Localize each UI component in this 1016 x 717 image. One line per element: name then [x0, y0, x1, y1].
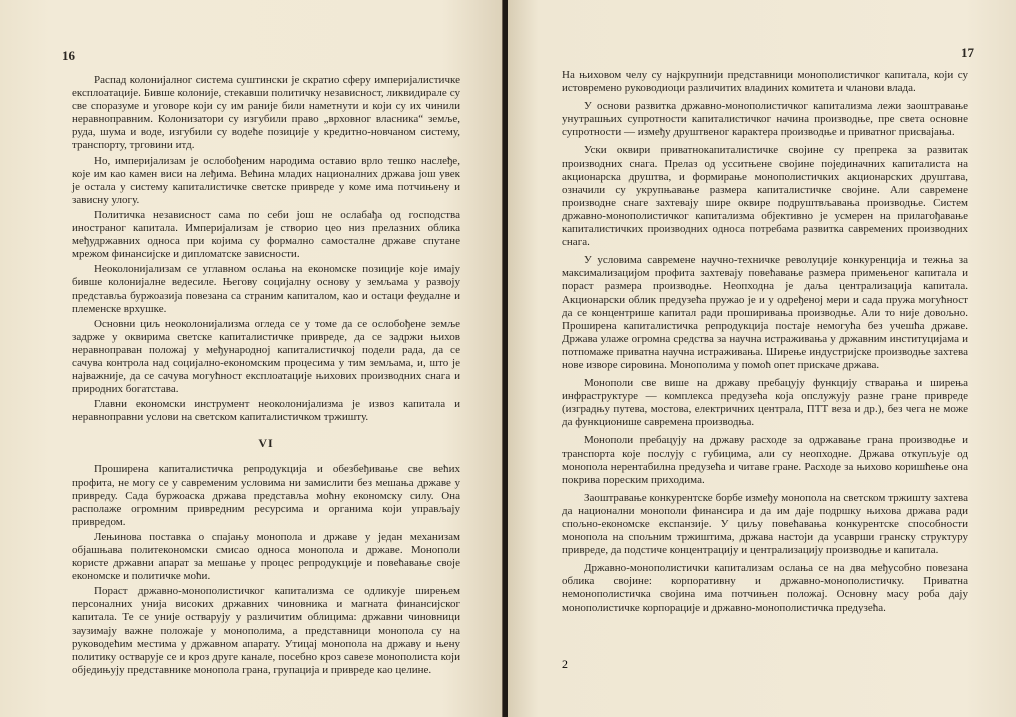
paragraph: На њиховом челу су најкрупнији представници монополистичког капитала, који су истовремено руководиоци различитих владиних комитета и чланови влада. [562, 69, 968, 95]
paragraph: Заоштравање конкурентске борбе између монопола на светском тржишту захтева да национални монополи финансира и да им даје подршку њихова држава ради спољно-економске експанзије. У циљу повећавања конкурентске способности монопола на спољним тржиштима, држава настоји да усаврши гранску структуру привреде, да подстиче концентрацију и централизацију производње и капитала. [562, 491, 968, 557]
paragraph: Уски оквири приватнокапиталистичке својине су препрека за развитак производних снага. Прелаз од усситњене својине појединачних капиталиста на акционарска друштва, и формирање монополистичких акционарских друштава, означили су укрупњавање размера капиталистичке својине. Али савремене производне снаге захтевају шире оквире подруштвљавања производње. Систем државно-монополистичког капитализма објективно је усмерен на прилагођавање капиталистичких производних односа потребама развитка савремених производних снага. [562, 144, 968, 249]
paragraph: Проширена капиталистичка репродукција и обезбеђивање све већих профита, не могу се у савременим условима ни замислити без мешања државе у привреду. Сада буржоаска држава представља моћну економску силу. Она располаже огромним привредним ресурсима и органима који управљају привредом. [72, 463, 460, 528]
paragraph: Монополи све више на државу пребацују функцију стварања и ширења инфраструктуре — комплекса предузећа која опслужују разне гране привреде (изградњу путева, мостова, електричних централа, ПТТ веза и др.), без чега не може да функционише савремена производња. [562, 377, 968, 429]
left-paragraphs-after [72, 463, 460, 677]
page-number-left: 16 [62, 48, 75, 63]
section-heading: VI [258, 436, 274, 451]
paragraph: Државно-монополистички капитализам ослања се на два међусобно повезана облика својине: корпоративну и државно-монополистичку. Приватна немонополистичка својина има потчињен положај. Основну масу роба дају монополистичке корпорације и државно-монополистичка предузећа. [562, 562, 968, 614]
right-page [508, 0, 1016, 717]
footer-mark: 2 [562, 657, 568, 671]
paragraph: Но, империјализам је ослобођеним народима оставио врло тешко наслеђе, које им као камен виси на леђима. Већина младих националних држава још увек је остала у систему капиталистичке светске привреде у коме има потчињену и зависну улогу. [72, 154, 460, 206]
paragraph: Монополи пребацују на државу расходе за одржавање грана производње и транспорта које послују с губицима, али су неопходне. Држава откупљује од монопола нерентабилна предузећа и читаве гране. Расходе за њихово коришћење она покрива пореским приходима. [562, 434, 968, 486]
paragraph: У основи развитка државно-монополистичког капитализма лежи заоштравање унутрашњих супротности капиталистичког начина производње, пре света основне супротности — између друштвеног карактера производње и приватног присвајања. [562, 100, 968, 139]
paragraph: Неоколонијализам се углавном ослања на економске позиције које имају бивше колонијалне ведесиле. Његову социјалну основу у земљама у развоју представља буржоазија повезана са страним капиталом, као и остаци феудалне и племенске врхушке. [72, 263, 460, 315]
paragraph: Лењинова поставка о спајању монопола и државе у један механизам објашњава политекономски смисао односа монопола и државе. Монополи користе државни апарат за мешање у процес репродукције и повећавање своје економске и политичке моћи. [72, 530, 460, 583]
paragraph: У условима савремене научно-техничке револуције конкуренција и тежња за максимализацијом профита захтевају повећавање размера примењеног капитала и пораст размера производње. Неопходна је даља централизација капитала. Акционарски облик предузећа пружао је и у одређеној мери и сада пружа могућност да се концентрише капитал ради проширивања производње. Али то није довољно. Проширена капиталистичка репродукција постаје немогућа без учешћа државе. Држава улаже огромна средства за научна истраживања у државним институцијама и потпомаже приватна научна истраживања. Ширење индустријске производње захтева нове изворе сировина. Монополима у помоћ опет прискаче држава. [562, 254, 968, 371]
page-number-right: 17 [961, 45, 974, 60]
paragraph: Основни циљ неоколонијализма огледа се у томе да се ослобођене земље задрже у оквирима светске капиталистичке привреде, да се задржи њихов неравноправан положај у међународној капиталистичкој подели рада, да се сачува контрола над социјално-економским процесима у тим земљама, и, што је најважније, да се сачува могућност експлоатације њихових производних снага и природних богатстава. [72, 317, 460, 396]
left-paragraphs-before [72, 74, 460, 424]
left-page [0, 0, 503, 717]
paragraph: Распад колонијалног система суштински је скратио сферу империјалистичке експлоатације. Бивше колоније, стекавши политичку независност, ликвидирале су све споразуме и уговоре који су им раније били наметнути и који су их чинили неравноправним. Колонизатори су изгубили право „врховног власника“ земље, руда, шума и воде, изгубили су водеће позиције у кредитно-новчаном систему, транспорту, трговини итд. [72, 74, 460, 152]
paragraph: Главни економски инструмент неоколонијализма је извоз капитала и неравноправни услови на светском капиталистичком тржишту. [72, 398, 460, 424]
paragraph: Пораст државно-монополистичког капитализма се одликује ширењем персоналних унија високих државних чиновника и магната финансијског капитала. Те се уније остварују у различитим облицима: државни чиновници заузимају важне положаје у монополима, а представници монопола су на руководећим местима у државном апарату. Утицај монопола на државу и њену политику остварује се и кроз друге канале, посебно кроз савезе монополиста који обједињују представнике монопола грана, групација и привреде као целине. [72, 585, 460, 676]
paragraph: Политичка независност сама по себи још не ослабађа од господства иностраног капитала. Империјализам је створио цео низ прелазних облика међудржавних односа при којима су формално самосталне државе спутане мрежом финансијске и дипломатске зависности. [72, 208, 460, 261]
